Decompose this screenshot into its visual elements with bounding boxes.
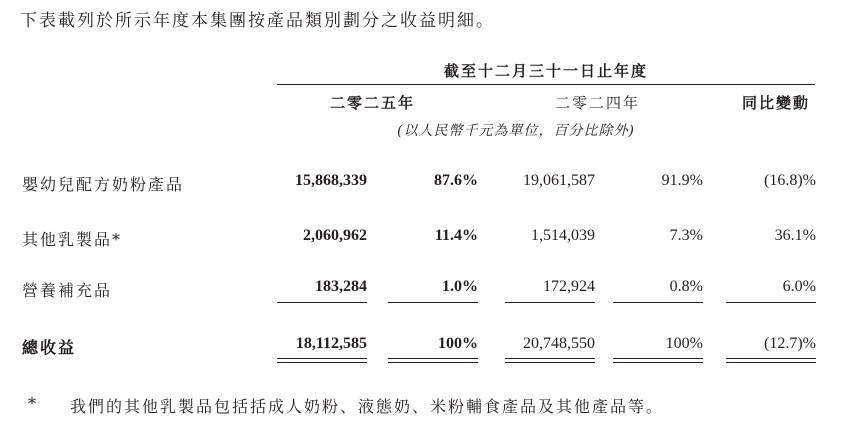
subtotal-rule xyxy=(613,302,703,303)
amount-2025-cell: 15,868,339 xyxy=(295,172,367,189)
header-rule xyxy=(277,84,815,85)
unit-note: (以人民幣千元為單位，百分比除外) xyxy=(397,123,635,139)
subtotal-rule xyxy=(505,302,595,303)
year-2025-header: 二零二五年 xyxy=(330,94,416,112)
total-double-rule xyxy=(505,358,595,363)
amount-2025-cell: 183,284 xyxy=(315,278,367,295)
pct-2025-cell: 87.6% xyxy=(434,172,478,189)
total-amount-2024: 20,748,550 xyxy=(523,335,595,352)
yoy-change-cell: 36.1% xyxy=(774,227,816,244)
pct-2024-cell: 91.9% xyxy=(661,172,703,189)
period-header: 截至十二月三十一日止年度 xyxy=(443,62,648,80)
footnote-marker: * xyxy=(28,394,36,413)
subtotal-rule xyxy=(277,302,367,303)
yoy-change-cell: (16.8)% xyxy=(764,172,816,189)
pct-2024-cell: 0.8% xyxy=(669,278,703,295)
pct-2024-cell: 7.3% xyxy=(669,227,703,244)
amount-2024-cell: 1,514,039 xyxy=(531,227,595,244)
subtotal-rule xyxy=(388,302,478,303)
amount-2025-cell: 2,060,962 xyxy=(303,227,367,244)
total-label: 總收益 xyxy=(22,338,77,357)
total-double-rule xyxy=(277,358,367,363)
total-yoy-change: (12.7)% xyxy=(764,335,816,352)
yoy-change-cell: 6.0% xyxy=(782,278,816,295)
total-pct-2024: 100% xyxy=(665,335,703,352)
total-double-rule xyxy=(388,358,478,363)
subtotal-rule xyxy=(726,302,816,303)
amount-2024-cell: 19,061,587 xyxy=(523,172,595,189)
total-pct-2025: 100% xyxy=(438,335,478,352)
total-amount-2025: 18,112,585 xyxy=(295,335,367,352)
row-label-nutrition-supplements: 營養補充品 xyxy=(22,281,113,300)
year-2024-header: 二零二四年 xyxy=(555,94,641,112)
intro-text: 下表載列於所示年度本集團按產品類別劃分之收益明細。 xyxy=(20,11,495,31)
total-double-rule xyxy=(613,358,703,363)
total-double-rule xyxy=(726,358,816,363)
row-label-infant-formula: 嬰幼兒配方奶粉產品 xyxy=(22,175,185,194)
pct-2025-cell: 11.4% xyxy=(434,227,478,244)
amount-2024-cell: 172,924 xyxy=(543,278,595,295)
pct-2025-cell: 1.0% xyxy=(442,278,478,295)
footnote-text: 我們的其他乳製品包括括成人奶粉、液態奶、米粉輔食產品及其他產品等。 xyxy=(70,397,665,416)
yoy-change-header: 同比變動 xyxy=(742,94,811,112)
row-label-other-dairy: 其他乳製品* xyxy=(22,230,123,249)
